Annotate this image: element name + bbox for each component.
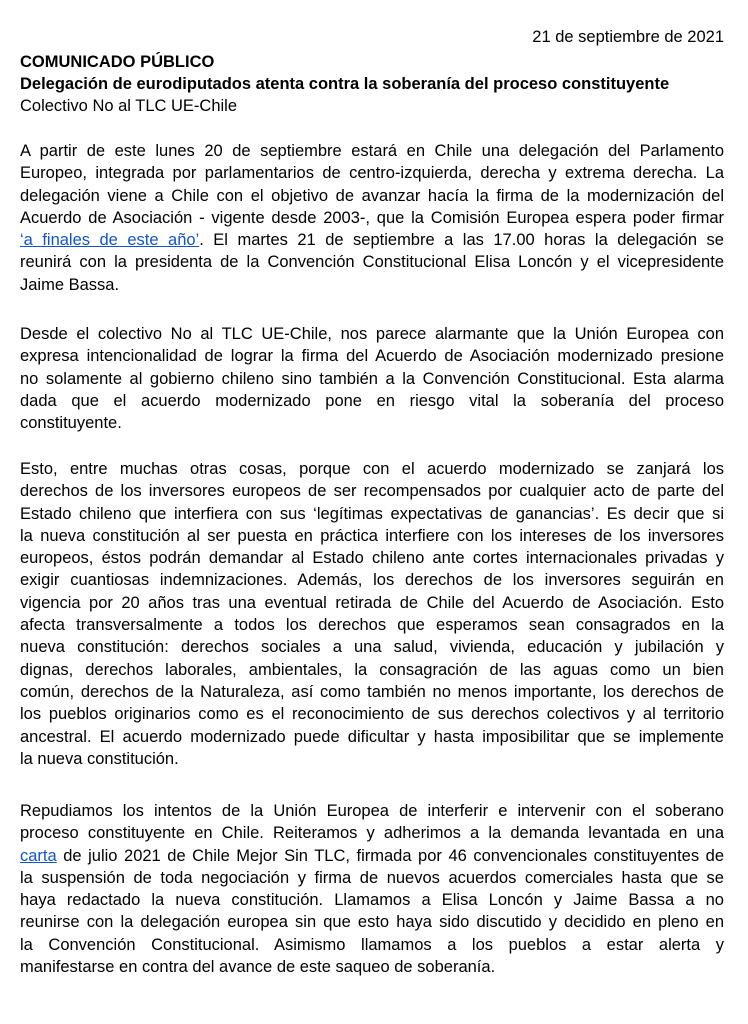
paragraph-line: Europeo, integrada por parlamentarios de centro-izquierda, derecha y extrema derecha. La: [20, 164, 724, 183]
paragraph-1: [20, 140, 724, 296]
document-kind: COMUNICADO PÚBLICO: [20, 53, 215, 71]
paragraph-line: no solamente al gobierno chileno sino también a la Convención Constitucional. Esta alarma: [20, 369, 724, 388]
paragraph-line: delegación viene a Chile con el objetivo de avanzar hacía la firma de la modernización del: [20, 186, 724, 205]
paragraph-2: [20, 323, 724, 434]
paragraph-line: ancestral. El acuerdo modernizado puede dificultar y hasta imposibilitar que se implemente: [20, 727, 724, 746]
paragraph-line: afecta transversalmente a todos los derechos que esperamos sean consagrados en la: [20, 616, 724, 635]
document-author: Colectivo No al TLC UE-Chile: [20, 97, 238, 115]
paragraph-line: reunirá con la presidenta de la Convención Constitucional Elisa Loncón y el vicepresidente: [20, 253, 724, 272]
paragraph-4: [20, 800, 724, 978]
paragraph-line: ‘a finales de este año’. El martes 21 de septiembre a las 17.00 horas la delegación se: [20, 231, 724, 250]
carta-link[interactable]: carta: [20, 846, 57, 865]
paragraph-line: Desde el colectivo No al TLC UE-Chile, nos parece alarmante que la Unión Europea con: [20, 325, 724, 343]
paragraph-line: reunirse con la delegación europea sin que esto haya sido discutido y decidido en pleno en: [20, 913, 724, 932]
paragraph-line: europeos, éstos podrán demandar al Estado chileno ante cortes internacionales privadas y: [20, 549, 724, 568]
paragraph-line: la nueva constitución.: [20, 749, 179, 768]
paragraph-line: común, derechos de la Naturaleza, así como también no menos importante, los derechos de: [20, 682, 724, 701]
paragraph-line: proceso constituyente en Chile. Reiteramos y adherimos a la demanda levantada en una: [20, 824, 724, 843]
paragraph-line: Repudiamos los intentos de la Unión Europea de interferir e intervenir con el soberano: [20, 802, 724, 820]
paragraph-line: derechos de los inversores europeos de ser recompensados por cualquier acto de parte del: [20, 482, 724, 501]
paragraph-line: Estado chileno que interfiera con sus ‘legítimas expectativas de ganancias’. Es decir que si: [20, 504, 724, 523]
paragraph-line: manifestarse en contra del avance de este saqueo de soberanía.: [20, 958, 496, 977]
paragraph-line: constituyente.: [20, 414, 122, 433]
paragraph-line: la Convención Constitucional. Asimismo llamamos a los pueblos a estar alerta y: [20, 935, 724, 954]
paragraph-line: los pueblos originarios como es el reconocimiento de sus derechos colectivos y al territorio: [20, 705, 724, 724]
paragraph-line: Jaime Bassa.: [20, 275, 120, 294]
paragraph-line: nueva constitución: derechos sociales a una salud, vivienda, educación y jubilación y: [20, 638, 724, 657]
paragraph-line: Esto, entre muchas otras cosas, porque con el acuerdo modernizado se zanjará los: [20, 460, 724, 478]
a-finales-link[interactable]: ‘a finales de este año’: [20, 231, 200, 250]
date: 21 de septiembre de 2021: [532, 28, 724, 46]
paragraph-line: la suspensión de toda negociación y firma de nuevos acuerdos comerciales hasta que se: [20, 868, 724, 887]
paragraph-line: Acuerdo de Asociación - vigente desde 2003-, que la Comisión Europea espera poder firmar: [20, 208, 724, 227]
paragraph-line: dignas, derechos laborales, ambientales, la consagración de las aguas como un bien: [20, 660, 724, 679]
document-header: [20, 51, 724, 117]
paragraph-line: haya redactado la nueva constitución. Llamamos a Elisa Loncón y Jaime Bassa a no: [20, 891, 724, 910]
paragraph-line: A partir de este lunes 20 de septiembre estará en Chile una delegación del Parlamento: [20, 142, 724, 160]
document-title: Delegación de eurodiputados atenta contra la soberanía del proceso constituyente: [20, 75, 670, 93]
paragraph-line: la nueva constitución al ser puesta en práctica interfiere con los intereses de los inversores: [20, 526, 724, 545]
paragraph-line: expresa intencionalidad de lograr la firma del Acuerdo de Asociación modernizado presione: [20, 347, 724, 366]
paragraph-line: vigencia por 20 años tras una eventual retirada de Chile del Acuerdo de Asociación. Esto: [20, 593, 724, 612]
paragraph-line: exigir cuantiosas indemnizaciones. Además, los derechos de los inversores seguirán en: [20, 571, 724, 590]
paragraph-line: dada que el acuerdo modernizado pone en riesgo vital la soberanía del proceso: [20, 391, 724, 410]
paragraph-line: carta de julio 2021 de Chile Mejor Sin TLC, firmada por 46 convencionales constituyentes de: [20, 846, 724, 865]
paragraph-3: [20, 458, 724, 770]
